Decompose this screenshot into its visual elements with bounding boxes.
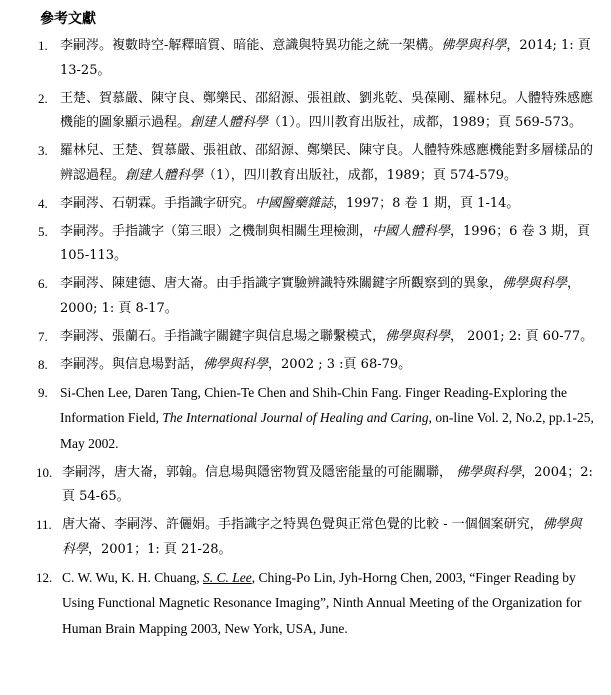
reference-text: 李嗣涔。複數時空-解釋暗質、暗能、意識與特異功能之統一架構。 [60,38,442,53]
reference-text: ，1997；8 卷 1 期，頁 1-14。 [333,195,520,211]
reference-number: 4. [38,195,48,211]
reference-number: 8. [38,356,48,372]
reference-journal: 佛學與科學 [385,328,451,344]
reference-journal: The International Journal of Healing and Caring [162,410,429,425]
reference-number: 10. [36,464,53,480]
reference-text: 唐大崙、李嗣涔、許儷娟。手指識字之特異色覺與正常色覺的比較 - 一個個案研究， [62,517,543,532]
reference-item [38,353,594,378]
reference-item [38,139,594,188]
references-heading: 參考文獻 [40,11,96,27]
reference-text: 李嗣涔。手指識字（第三眼）之機制與相關生理檢測， [60,223,373,239]
reference-journal: 佛學與科學 [62,517,582,557]
reference-text: （1）。四川教育出版社，成都，1989；頁 569-573。 [268,115,583,130]
reference-number: 11. [36,517,52,532]
reference-text: （1），四川教育出版社，成都，1989；頁 574-579。 [203,167,518,183]
reference-text: ，2001；1: 頁 21-28。 [88,541,232,557]
reference-text: 李嗣涔、陳建德、唐大崙。由手指識字實驗辨識特殊關鍵字所觀察到的異象， [60,276,503,291]
reference-number: 9. [38,384,48,400]
reference-item [38,87,594,136]
reference-number: 2. [38,90,48,106]
reference-number: 12. [36,569,53,585]
reference-item [38,325,594,350]
reference-text: ，2004；2:頁 54-65。 [62,464,593,504]
reference-text: 李嗣涔，唐大崙，郭翰。信息場與隱密物質及隱密能量的可能關聯， [62,464,457,480]
reference-item [38,566,594,643]
reference-item [38,461,594,510]
reference-text: , on-line Vol. 2, No.2, pp.1-25, May 2002. [60,410,594,451]
reference-item [38,513,594,562]
reference-text: ，2000; 1: 頁 8-17。 [60,276,581,316]
reference-item [38,192,594,217]
reference-text: 羅林兒、王楚、賀慕嚴、張祖啟、邵紹源、鄭樂民、陳守良。人體特殊感應機能對多層樣品的辨認過程。 [60,143,594,183]
reference-item [38,220,594,269]
reference-number: 6. [38,276,48,291]
reference-text: ，2014; 1: 頁 13-25。 [60,38,591,78]
reference-text: Si-Chen Lee, Daren Tang, Chien-Te Chen and Shih-Chin Fang. Finger Reading-Exploring the Information Field, [60,384,568,425]
reference-item [38,272,594,321]
reference-text: ，1996；6 卷 3 期，頁 105-113。 [60,223,591,263]
reference-number: 5. [38,223,48,239]
reference-list [38,34,594,646]
reference-text: 王楚、賀慕嚴、陳守良、鄭樂民、邵紹源、張祖啟、劉兆乾、吳葆剛、羅林兒。人體特殊感應機能的圖象顯示過程。 [60,90,594,130]
reference-number: 3. [38,143,48,158]
reference-text: ， 2001; 2: 頁 60-77。 [450,328,594,344]
reference-journal: 佛學與科學 [456,464,522,480]
reference-journal: 中國醫藥雜誌 [255,195,334,211]
reference-journal: 佛學與科學 [441,38,507,53]
reference-text: ，2002 ; 3 :頁 68-79。 [268,356,412,372]
reference-journal: 創建人體科學 [125,167,204,183]
reference-journal: 創建人體科學 [190,115,269,130]
reference-text: C. W. Wu, K. H. Chuang, [62,569,203,585]
reference-author-highlight: S. C. Lee [202,569,252,585]
reference-journal: 中國人體科學 [372,223,451,239]
reference-journal: 佛學與科學 [502,276,568,291]
reference-text: , Ching-Po Lin, Jyh-Horng Chen, 2003, “Finger Reading by Using Functional Magnetic Resonance Imaging”, Ninth Annual Meeting of the Organization for Human Brain Mapping 2003, New York, USA, June. [62,569,582,636]
reference-journal: 佛學與科學 [203,356,269,372]
reference-text: 李嗣涔、張蘭石。手指識字關鍵字與信息場之聯繫模式， [60,328,386,344]
reference-item [38,381,594,458]
reference-item [38,34,594,83]
reference-number: 7. [38,328,48,344]
reference-text: 李嗣涔、石朝霖。手指識字研究。 [60,195,256,211]
reference-number: 1. [38,38,48,53]
reference-text: 李嗣涔。與信息場對話， [60,356,204,372]
